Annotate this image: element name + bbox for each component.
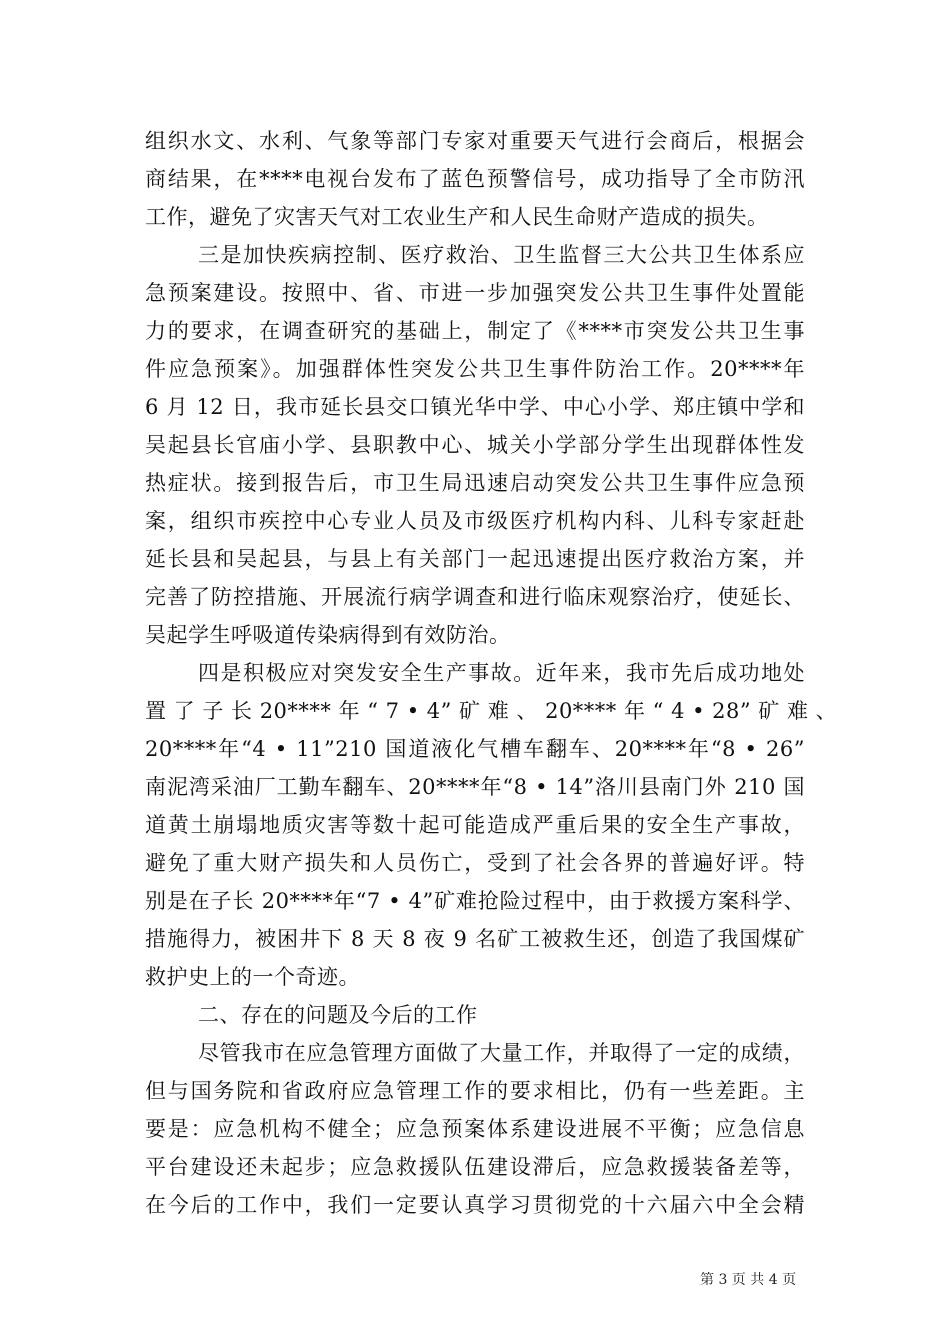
text-line: 避免了重大财产损失和人员伤亡，受到了社会各界的普遍好评。特 bbox=[145, 851, 805, 875]
text-line: 措施得力，被困井下 8 天 8 夜 9 名矿工被救生还，创造了我国煤矿 bbox=[145, 927, 805, 951]
text-line: 完善了防控措施、开展流行病学调查和进行临床观察治疗，使延长、 bbox=[145, 585, 805, 609]
text-line: 热症状。接到报告后，市卫生局迅速启动突发公共卫生事件应急预 bbox=[145, 471, 805, 495]
text-line: 南泥湾采油厂工勤车翻车、20****年“8 • 14”洛川县南门外 210 国 bbox=[145, 775, 805, 799]
text-line: 急预案建设。按照中、省、市进一步加强突发公共卫生事件处置能 bbox=[145, 281, 805, 305]
section-heading: 二、存在的问题及今后的工作 bbox=[198, 1003, 478, 1027]
text-line: 平台建设还未起步；应急救援队伍建设滞后，应急救援装备差等， bbox=[145, 1155, 805, 1179]
text-line: 6 月 12 日，我市延长县交口镇光华中学、中心小学、郑庄镇中学和 bbox=[145, 395, 805, 419]
text-line: 工作，避免了灾害天气对工农业生产和人民生命财产造成的损失。 bbox=[145, 205, 769, 229]
text-line: 别是在子长 20****年“7 • 4”矿难抢险过程中，由于救援方案科学、 bbox=[145, 889, 805, 913]
text-line: 案，组织市疾控中心专业人员及市级医疗机构内科、儿科专家赶赴 bbox=[145, 509, 805, 533]
text-line: 在今后的工作中，我们一定要认真学习贯彻党的十六届六中全会精 bbox=[145, 1193, 805, 1217]
text-line: 商结果，在****电视台发布了蓝色预警信号，成功指导了全市防汛 bbox=[145, 167, 805, 191]
page-number: 第 3 页 共 4 页 bbox=[700, 1272, 797, 1288]
paragraph-start-line: 尽管我市在应急管理方面做了大量工作，并取得了一定的成绩， bbox=[198, 1041, 805, 1065]
text-line: 组织水文、水利、气象等部门专家对重要天气进行会商后，根据会 bbox=[145, 129, 805, 153]
paragraph-start-line: 三是加快疾病控制、医疗救治、卫生监督三大公共卫生体系应 bbox=[198, 243, 805, 267]
text-line: 力的要求，在调查研究的基础上，制定了《****市突发公共卫生事 bbox=[145, 319, 805, 343]
text-line: 救护史上的一个奇迹。 bbox=[145, 965, 360, 989]
text-line: 要是：应急机构不健全；应急预案体系建设进展不平衡；应急信息 bbox=[145, 1117, 805, 1141]
paragraph-start-line: 四是积极应对突发安全生产事故。近年来，我市先后成功地处 bbox=[198, 661, 805, 685]
text-line: 件应急预案》。加强群体性突发公共卫生事件防治工作。20****年 bbox=[145, 357, 805, 381]
text-line: 吴起县长官庙小学、县职教中心、城关小学部分学生出现群体性发 bbox=[145, 433, 805, 457]
text-line: 置 了 子 长 20**** 年 “ 7 • 4” 矿 难 、 20**** 年 “ 4 • 28” 矿 难 、 bbox=[145, 699, 838, 723]
text-line: 道黄土崩塌地质灾害等数十起可能造成严重后果的安全生产事故， bbox=[145, 813, 805, 837]
text-line: 吴起学生呼吸道传染病得到有效防治。 bbox=[145, 623, 511, 647]
text-line: 20****年“4 • 11”210 国道液化气槽车翻车、20****年“8 • 26” bbox=[145, 737, 805, 761]
text-line: 延长县和吴起县，与县上有关部门一起迅速提出医疗救治方案，并 bbox=[145, 547, 805, 571]
text-line: 但与国务院和省政府应急管理工作的要求相比，仍有一些差距。主 bbox=[145, 1079, 805, 1103]
